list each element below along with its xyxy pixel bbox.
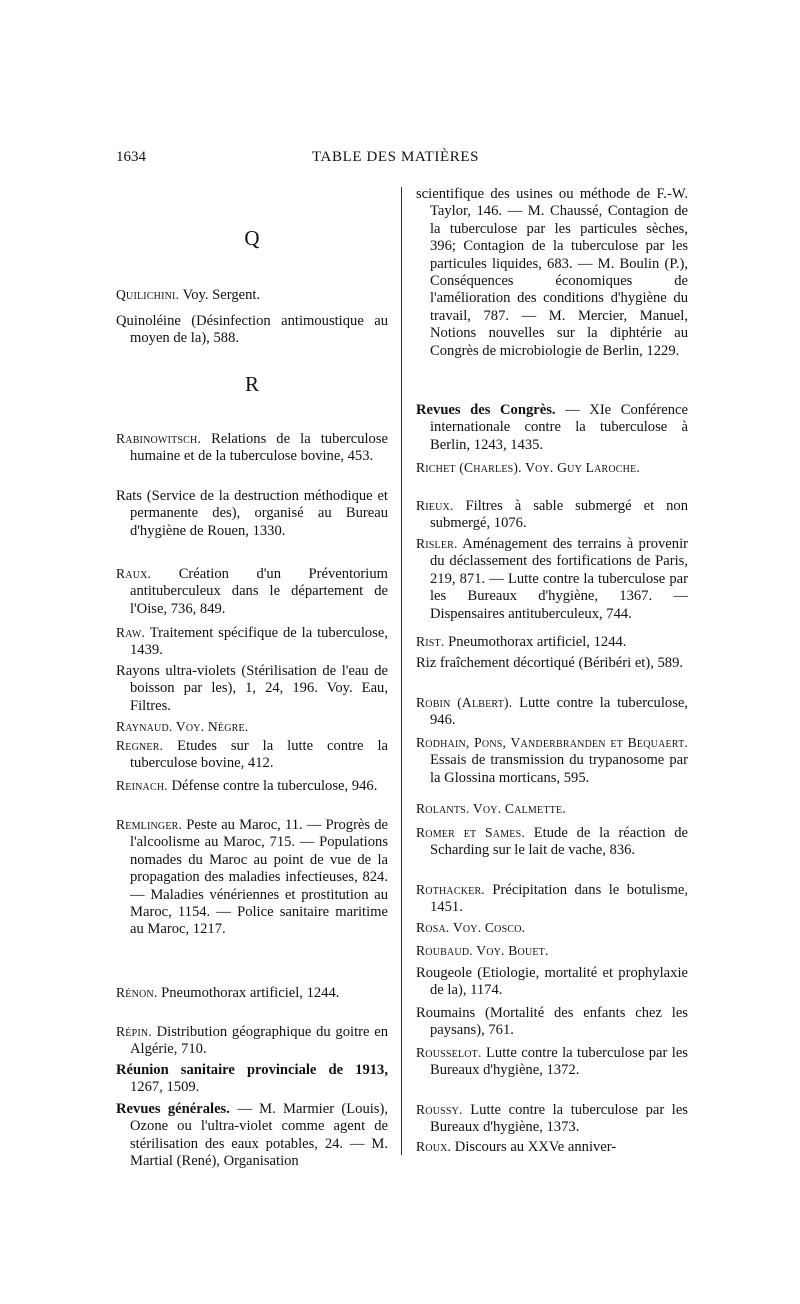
entry-text: Discours au XXVe anniver-	[451, 1139, 617, 1155]
entry-head: Rosa.	[416, 920, 450, 935]
entry-head: Quinoléine	[116, 313, 181, 329]
entry-head: Roussy.	[416, 1102, 463, 1117]
entry-head: Rolants.	[416, 801, 470, 816]
entry-head: Répin.	[116, 1024, 152, 1039]
index-entry	[116, 565, 388, 618]
entry-head: Quilichini.	[116, 287, 180, 302]
index-entry	[116, 313, 388, 348]
entry-head: Rabinowitsch.	[116, 431, 202, 446]
index-entry	[116, 624, 388, 660]
entry-text: 1267, 1509.	[130, 1079, 200, 1096]
entry-text: Lutte contre la tuberculose par les Bureaux d'hygiène, 1372.	[430, 1045, 688, 1079]
index-entry	[416, 1005, 688, 1040]
index-entry	[116, 777, 388, 795]
entry-head: Roubaud.	[416, 943, 473, 958]
entry-head: Rist.	[416, 634, 445, 649]
index-entry	[116, 488, 388, 540]
entry-text: — M. Marmier (Louis), Ozone ou l'ultra-violet comme agent de stérilisation des eaux potables, 24. — M. Martial (René), Organisation	[130, 1101, 388, 1170]
index-entry	[416, 402, 688, 454]
index-entry	[116, 737, 388, 773]
entry-text: Défense contre la tuberculose, 946.	[167, 778, 378, 794]
section-letter-q: Q	[244, 226, 260, 250]
index-entry	[116, 816, 388, 939]
entry-head: Rougeole	[416, 965, 472, 981]
entry-head: Roumains	[416, 1005, 476, 1021]
page-number: 1634	[116, 149, 146, 165]
index-entry	[416, 734, 688, 787]
index-entry	[416, 694, 688, 730]
index-entry	[116, 718, 388, 736]
entry-head: Rousselot.	[416, 1045, 482, 1060]
index-entry	[116, 286, 388, 304]
entry-text: Lutte contre la tuberculose, 946.	[430, 695, 688, 729]
entry-head: Robin (Albert).	[416, 695, 513, 710]
entry-text: Etudes sur la lutte contre la tuberculose bovine, 412.	[130, 738, 388, 772]
entry-text: Essais de transmission du trypanosome par la Glossina morticans, 595.	[430, 752, 688, 786]
entry-head: Réunion sanitaire provinciale de 1913,	[116, 1062, 388, 1078]
entry-head: Remlinger.	[116, 817, 183, 832]
index-entry-continued	[416, 186, 688, 360]
entry-text: Aménagement des terrains à provenir du déclassement des fortifications de Paris, 219, 871. — Lutte contre la tuberculose par les Bureaux d'hygiène, 1367. — Dispensaires antituberculeux, 744.	[430, 536, 688, 622]
entry-head: Rayons	[116, 663, 160, 679]
index-entry	[116, 430, 388, 466]
entry-text: Peste au Maroc, 11. — Progrès de l'alcoolisme au Maroc, 715. — Populations nomades du Maroc au point de vue de la propagation des maladies infectieuses, 824. — Maladies vénériennes et prostitution au Maroc, 1154. — Police sanitaire maritime au Maroc, 1217.	[130, 817, 388, 938]
entry-text: Traitement spécifique de la tuberculose, 1439.	[130, 625, 388, 659]
entry-text: Voy. Nègre.	[172, 719, 249, 734]
index-entry	[416, 919, 688, 937]
entry-text: scientifique des usines ou méthode de F.-W. Taylor, 146. — M. Chaussé, Contagion de la tuberculose par les particules sèches, 396; Contagion de la tuberculose par les particules liquides, 683. — M. Boulin (P.), Conséquences économiques de l'amélioration des conditions d'hygiène du travail, 787. — M. Mercier, Manuel, Notions nouvelles sur la diphtérie au Congrès de microbiologie de Berlin, 1229.	[416, 186, 688, 359]
entry-text: Voy. Bouet.	[472, 943, 549, 958]
entry-text: Distribution géographique du goitre en Algérie, 710.	[130, 1024, 388, 1058]
entry-head: Raw.	[116, 625, 146, 640]
entry-text: Voy. Cosco.	[449, 920, 526, 935]
index-entry	[416, 942, 688, 960]
entry-text: Précipitation dans le botulisme, 1451.	[430, 882, 688, 916]
index-entry	[116, 1023, 388, 1059]
entry-text: Filtres à sable submergé et non submergé, 1076.	[430, 498, 688, 532]
index-entry	[116, 1101, 388, 1171]
entry-text: fraîchement décortiqué (Béribéri et), 589.	[436, 655, 684, 671]
entry-head: Rénon.	[116, 985, 158, 1000]
entry-text: (Désinfection antimoustique au moyen de la), 588.	[130, 313, 388, 347]
entry-head: Riz	[416, 655, 437, 671]
entry-text: Voy. Sergent.	[179, 287, 261, 303]
entry-head: Romer et Sames.	[416, 825, 525, 840]
entry-head: Raux.	[116, 566, 152, 581]
index-entry	[416, 535, 688, 623]
entry-text: Etude de la réaction de Scharding sur le lait de vache, 836.	[430, 825, 689, 859]
index-entry	[416, 655, 688, 672]
entry-text: Pneumothorax artificiel, 1244.	[444, 634, 627, 650]
entry-text: Voy. Guy Laroche.	[521, 460, 641, 475]
entry-head: Rats	[116, 488, 142, 504]
section-letter-r: R	[244, 372, 259, 396]
index-entry	[416, 1044, 688, 1080]
index-entry	[116, 984, 388, 1002]
entry-head: Rodhain, Pons, Vanderbranden et Bequaert.	[416, 735, 688, 750]
entry-text: (Etiologie, mortalité et prophylaxie de la), 1174.	[430, 965, 688, 999]
entry-head: Raynaud.	[116, 719, 173, 734]
index-entry	[416, 800, 688, 818]
entry-text: Relations de la tuberculose humaine et de la tuberculose bovine, 453.	[130, 431, 388, 465]
entry-head: Rothacker.	[416, 882, 485, 897]
entry-head: Rieux.	[416, 498, 454, 513]
index-entry	[416, 633, 688, 651]
entry-head: Reinach.	[116, 778, 168, 793]
entry-text: — XIe Conférence internationale contre la tuberculose à Berlin, 1243, 1435.	[430, 402, 688, 453]
index-entry	[416, 1138, 688, 1156]
index-entry	[416, 459, 688, 477]
index-entry	[416, 881, 688, 917]
entry-text: Pneumothorax artificiel, 1244.	[157, 985, 340, 1001]
entry-head: Regner.	[116, 738, 164, 753]
running-head: TABLE DES MATIÈRES	[312, 149, 480, 165]
entry-text: (Mortalité des enfants chez les paysans), 761.	[430, 1005, 688, 1039]
column-divider	[401, 187, 402, 1155]
index-entry	[416, 824, 688, 860]
index-entry	[416, 965, 688, 1000]
index-entry	[116, 1062, 388, 1097]
entry-text: (Service de la destruction méthodique et permanente des), organisé au Bureau d'hygiène de Rouen, 1330.	[130, 488, 388, 539]
entry-text: Voy. Calmette.	[469, 801, 566, 816]
index-entry	[416, 1101, 688, 1137]
entry-head: Risler.	[416, 536, 458, 551]
entry-head: Richet (Charles).	[416, 460, 522, 475]
entry-head: Revues générales.	[116, 1101, 230, 1117]
entry-head: Roux.	[416, 1139, 452, 1154]
entry-text: Création d'un Préventorium antituberculeux dans le département de l'Oise, 736, 849.	[130, 566, 388, 617]
entry-head: Revues des Congrès.	[416, 402, 556, 418]
index-entry	[116, 663, 388, 715]
index-entry	[416, 497, 688, 533]
entry-text: Lutte contre la tuberculose par les Bureaux d'hygiène, 1373.	[430, 1102, 688, 1136]
entry-text: ultra-violets (Stérilisation de l'eau de boisson par les), 1, 24, 196. Voy. Eau, Filtres.	[130, 663, 388, 714]
